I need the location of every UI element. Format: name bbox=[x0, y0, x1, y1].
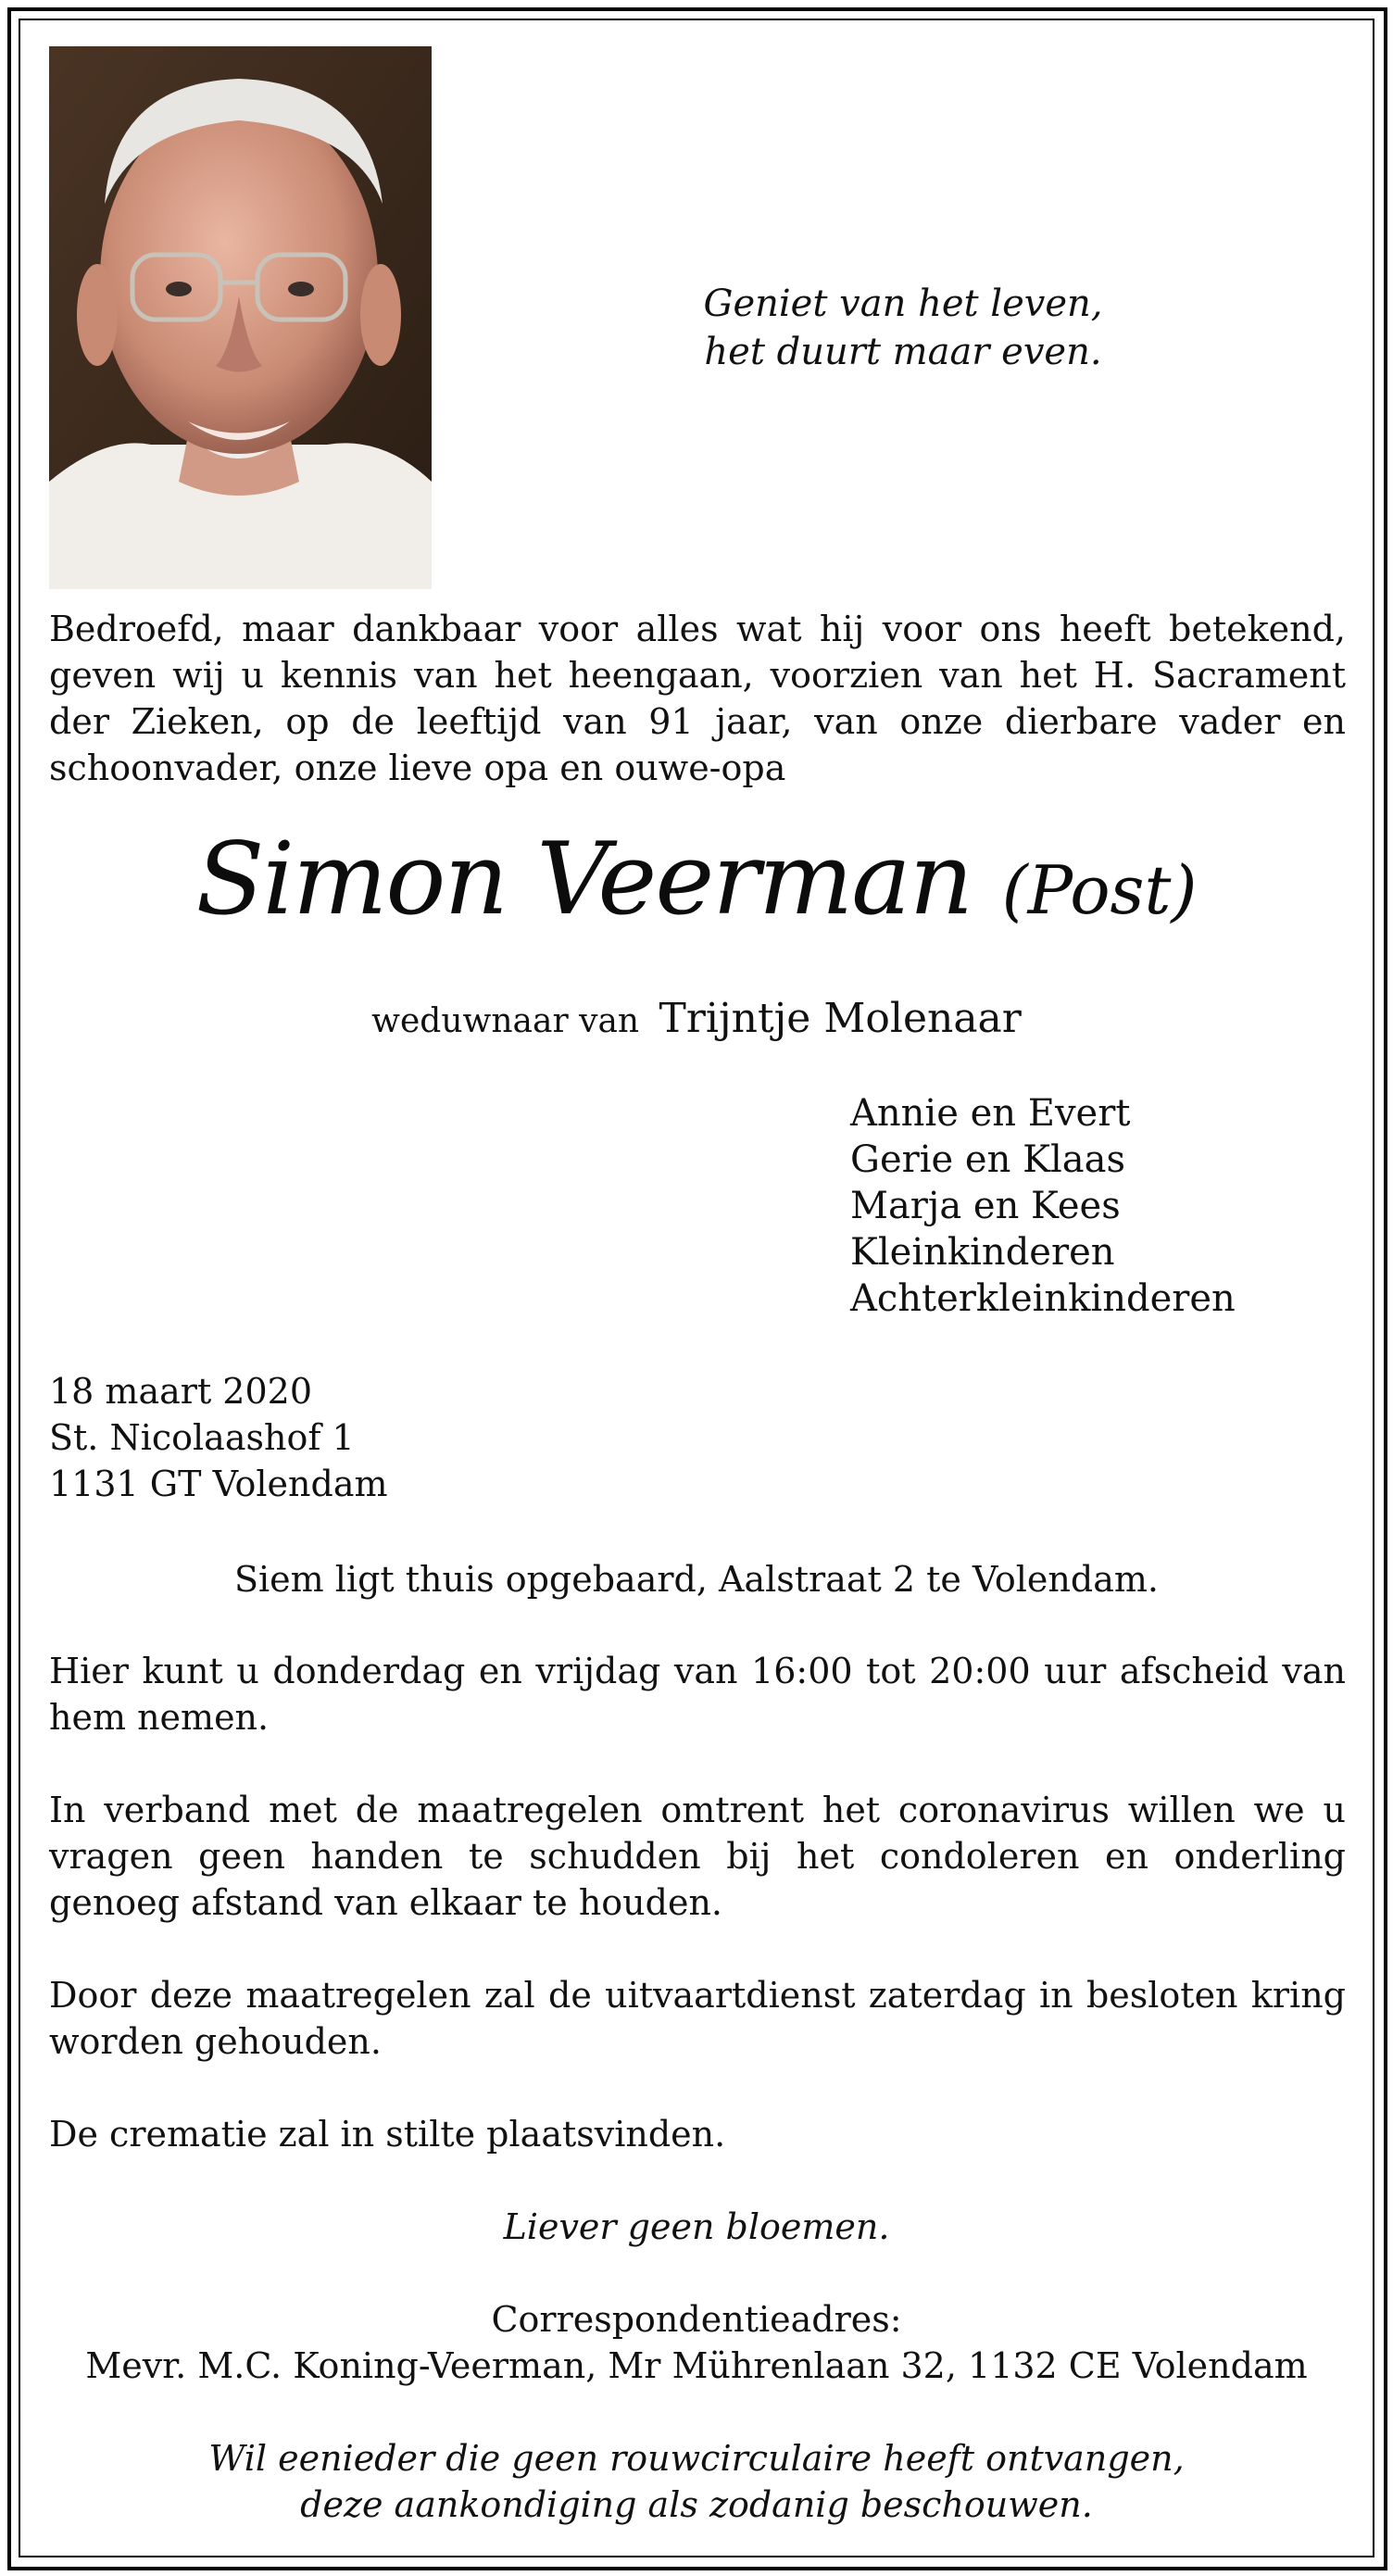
flowers-note: Liever geen bloemen. bbox=[503, 2206, 890, 2247]
quote-line-1: Geniet van het leven, bbox=[703, 283, 1103, 325]
family-list bbox=[850, 1090, 1236, 1322]
deceased-maiden-name: (Post) bbox=[1001, 851, 1198, 929]
correspondence-address: Mevr. M.C. Koning-Veerman, Mr Mührenlaan 32, 1132 CE Volendam bbox=[85, 2345, 1308, 2386]
closing-line-2: deze aankondiging als zodanig beschouwen. bbox=[300, 2484, 1093, 2525]
deceased-name bbox=[0, 815, 1393, 955]
intro-paragraph: Bedroefd, maar dankbaar voor alles wat hij voor ons heeft betekend, geven wij u kennis van het heengaan, voorzien van het H. Sacrament der Zieken, op de leeftijd van 91 jaar, van onze dierbare vader en schoonvader, onze lieve opa en ouwe-opa bbox=[49, 609, 1346, 788]
corona-paragraph: In verband met de maatregelen omtrent het coronavirus willen we u vragen geen handen te schudden bij het condoleren en onderling genoeg afstand van elkaar te houden. bbox=[49, 1790, 1346, 1923]
cremation-paragraph: De crematie zal in stilte plaatsvinden. bbox=[49, 2114, 726, 2155]
spouse-name: Trijntje Molenaar bbox=[659, 995, 1022, 1042]
family-member: Kleinkinderen bbox=[850, 1231, 1115, 1274]
family-member: Gerie en Klaas bbox=[850, 1138, 1125, 1181]
deceased-full-name: Simon Veerman bbox=[195, 822, 973, 937]
address-city: 1131 GT Volendam bbox=[49, 1464, 388, 1504]
closing-line-1: Wil eenieder die geen rouwcirculaire heeft ontvangen, bbox=[208, 2438, 1185, 2479]
viewing-location: Siem ligt thuis opgebaard, Aalstraat 2 te Volendam. bbox=[233, 1559, 1159, 1600]
address-date: 18 maart 2020 bbox=[49, 1371, 312, 1412]
opening-quote bbox=[593, 280, 1213, 376]
family-member: Annie en Evert bbox=[850, 1092, 1131, 1135]
address-street: St. Nicolaashof 1 bbox=[49, 1417, 355, 1458]
quote-line-2: het duurt maar even. bbox=[704, 331, 1102, 373]
portrait-photo bbox=[49, 46, 432, 589]
family-member: Achterkleinkinderen bbox=[850, 1277, 1236, 1320]
service-paragraph: Door deze maatregelen zal de uitvaartdienst zaterdag in besloten kring worden gehouden. bbox=[49, 1975, 1346, 2062]
visiting-paragraph: Hier kunt u donderdag en vrijdag van 16:00 tot 20:00 uur afscheid van hem nemen. bbox=[49, 1651, 1346, 1738]
widow-prefix: weduwnaar van bbox=[371, 1002, 640, 1040]
home-address bbox=[49, 1368, 388, 1507]
widow-line bbox=[0, 991, 1393, 1049]
family-member: Marja en Kees bbox=[850, 1185, 1121, 1227]
correspondence-label: Correspondentieadres: bbox=[491, 2299, 902, 2340]
